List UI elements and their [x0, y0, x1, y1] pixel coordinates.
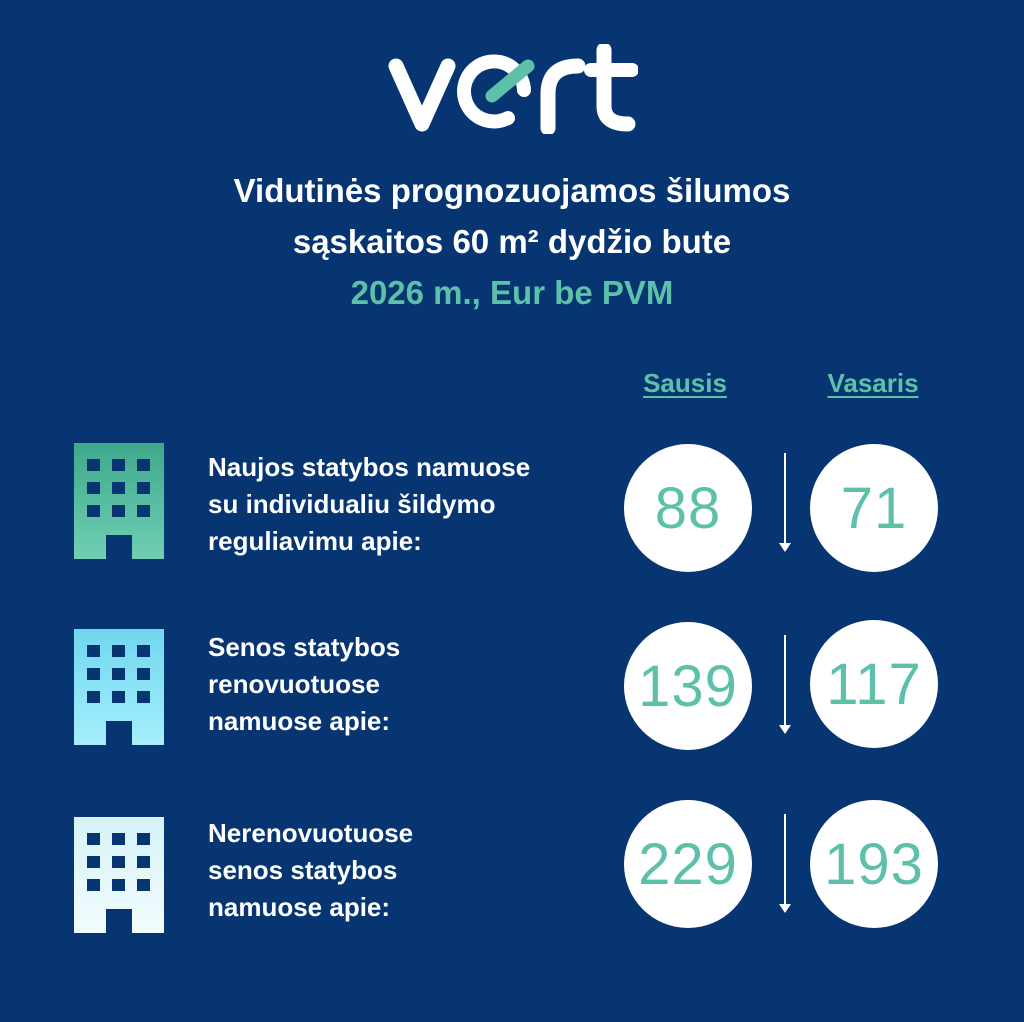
sausis-value-circle: 229 [624, 800, 752, 928]
arrow-down-icon [778, 635, 792, 735]
column-header-sausis: Sausis [643, 368, 727, 398]
vasaris-value-circle: 193 [810, 800, 938, 928]
row-label: Senos statybos renovuotuose namuose apie: [208, 632, 401, 736]
row-new-buildings [0, 440, 1024, 570]
arrow-down-icon [778, 814, 792, 914]
title-line-2: sąskaitos 60 m² dydžio bute [292, 223, 732, 260]
arrow-down-icon [778, 453, 792, 553]
building-icon [74, 443, 164, 559]
row-renovated-buildings [0, 622, 1024, 752]
infographic-title [0, 165, 1024, 318]
row-label: Naujos statybos namuose su individualiu šildymo reguliavimu apie: [208, 452, 531, 556]
row-label: Nerenovuotuose senos statybos namuose apie: [208, 818, 414, 922]
title-line-1: Vidutinės prognozuojamos šilumos [233, 172, 791, 209]
sausis-value-circle: 88 [624, 444, 752, 572]
vert-logo [388, 44, 638, 134]
vasaris-value-circle: 117 [810, 620, 938, 748]
vasaris-value-circle: 71 [810, 444, 938, 572]
column-header-vasaris: Vasaris [827, 368, 919, 398]
building-icon [74, 817, 164, 933]
row-unrenovated-buildings [0, 806, 1024, 936]
building-icon [74, 629, 164, 745]
sausis-value-circle: 139 [624, 622, 752, 750]
title-subtitle: 2026 m., Eur be PVM [350, 274, 674, 311]
